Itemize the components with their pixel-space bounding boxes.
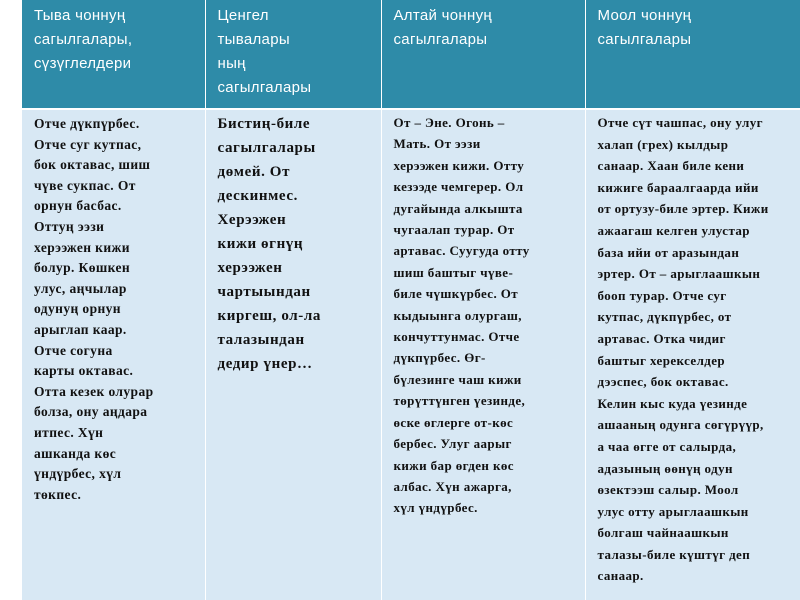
header-row xyxy=(22,0,800,109)
content-row xyxy=(22,109,800,600)
cell-altai-customs: От – Эне. Огонь – Мать. От ээзи херээжен кижи. Отту кезээде чемгерер. Ол дугайында алкышта чугаалап турар. От артавас. Суугуда отту шиш баштыг чүве- биле чүшкүрбес. От кыдыынга олургаш, кончуттунмас. Отче дүкпүрбес. Өг- бүлезинге чаш кижи төрүттүнген үезинде, өске өглерге от-көс бербес. Улуг аарыг кижи бар өгден көс албас. Хүн ажарга, хүл үндүрбес. xyxy=(381,109,585,600)
header-altai-customs: Алтай чоннуң сагылгалары xyxy=(381,0,585,109)
cell-tuvan-customs: Отче дүкпүрбес. Отче суг кутпас, бок октавас, шиш чүве сукпас. От орнун басбас. Оттуң ээзи херээжен кижи болур. Көшкен улус, аңчылар одунуң орнун арыглап каар. Отче согуна карты октавас. Отта кезек олурар болза, ону аңдара итпес. Хүн ашканда көс үндүрбес, хүл төкпес. xyxy=(22,109,205,600)
header-tsengel-customs: Ценгел тывалары ның сагылгалары xyxy=(205,0,381,109)
header-mongol-customs: Моол чоннуң сагылгалары xyxy=(585,0,800,109)
cell-tsengel-customs: Бистиң-биле сагылгалары дөмей. От дескинмес. Херээжен кижи өгнүң херээжен чартыындан киргеш, ол-ла талазындан дедир үнер… xyxy=(205,109,381,600)
header-tuvan-customs: Тыва чоннуң сагылгалары, сүзүглелдери xyxy=(22,0,205,109)
cell-mongol-customs: Отче сүт чашпас, ону улуг халап (грех) кылдыр санаар. Хаан биле кени кижиге бараалгаарда ийи от ортузу-биле эртер. Кижи ажаагаш келген улустар база ийи от аразындан эртер. От – арыглаашкын бооп турар. Отче суг кутпас, дүкпүрбес, от артавас. Отка чидиг баштыг херекселдер дээспес, бок октавас. Келин кыс куда үезинде ашааның одунга сөгүрүүр, а чаа өгге от салырда, адазының өөнүң одун өзектээш салыр. Моол улус отту арыглаашкын болгаш чайнаашкын талазы-биле күштүг деп санаар. xyxy=(585,109,800,600)
comparison-table xyxy=(22,0,800,600)
